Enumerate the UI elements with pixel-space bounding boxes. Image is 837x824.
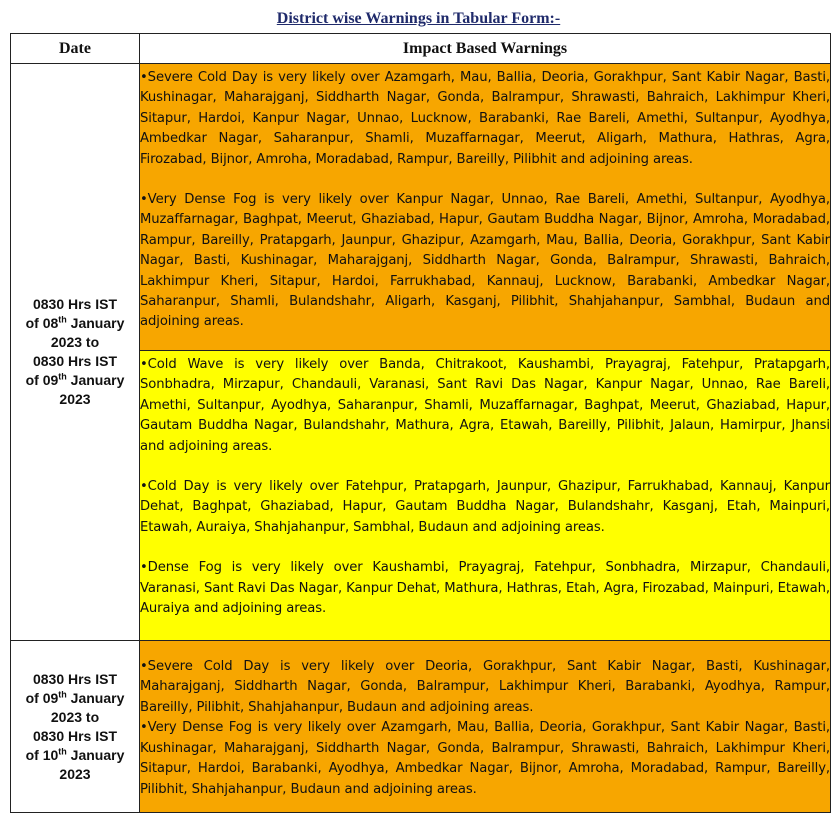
dense-fog-warning: •Dense Fog is very likely over Kaushambi, Prayagraj, Fatehpur, Sonbhadra, Mirzapur, Chandauli, Varanasi, Sant Ravi Das Nagar, Kanpur Dehat, Mathura, Hathras, Etah, Agra, Firozabad, Mainpuri, Etawah, Auraiya and adjoining areas. <box>140 560 830 617</box>
date-column-header: Date <box>11 34 140 64</box>
table-header-row <box>11 34 831 64</box>
cold-day-warning: •Cold Day is very likely over Fatehpur, Pratapgarh, Jaunpur, Ghazipur, Farrukhabad, Kannauj, Kanpur Dehat, Baghpat, Ghaziabad, Hapur, Gautam Buddha Nagar, Bulandshahr, Kasganj, Etah, Mainpuri, Etawah, Auraiya, Shahjahanpur, Sambhal, Budaun and adjoining areas. <box>140 479 830 535</box>
date-cell: 0830 Hrs IST of 09th January 2023 to 0830 Hrs IST of 10th January 2023 <box>11 641 140 813</box>
orange-warning-cell <box>140 64 831 351</box>
date-cell: 0830 Hrs IST of 08th January 2023 to 0830 Hrs IST of 09th January 2023 <box>11 64 140 641</box>
table-row <box>11 64 831 351</box>
table-row <box>11 641 831 813</box>
very-dense-fog-warning: •Very Dense Fog is very likely over Azamgarh, Mau, Ballia, Deoria, Gorakhpur, Sant Kabir Nagar, Basti, Kushinagar, Maharajganj, Siddharth Nagar, Gonda, Balrampur, Shrawasti, Bahraich, Lakhimpur Kheri, Sitapur, Hardoi, Barabanki, Ayodhya, Ambedkar Nagar, Bijnor, Amroha, Moradabad, Rampur, Bareilly, Pilibhit, Shahjahanpur, Budaun and adjoining areas. <box>140 720 830 797</box>
yellow-warning-cell <box>140 351 831 641</box>
orange-warning-cell <box>140 641 831 813</box>
page-title: District wise Warnings in Tabular Form:- <box>276 10 561 27</box>
very-dense-fog-warning: •Very Dense Fog is very likely over Kanpur Nagar, Unnao, Rae Bareli, Amethi, Sultanpur, Ayodhya, Muzaffarnagar, Baghpat, Meerut, Ghaziabad, Hapur, Gautam Buddha Nagar, Bijnor, Amroha, Moradabad, Rampur, Bareilly, Pratapgarh, Jaunpur, Ghazipur, Azamgarh, Mau, Ballia, Deoria, Gorakhpur, Sant Kabir Nagar, Basti, Kushinagar, Maharajganj, Siddharth Nagar, Gonda, Balrampur, Shrawasti, Bahraich, Lakhimpur Kheri, Sitapur, Hardoi, Farrukhabad, Kannauj, Lucknow, Barabanki, Ambedkar Nagar, Saharanpur, Shamli, Bulandshahr, Aligarh, Kasganj, Pilibhit, Shahjahanpur, Sambhal, Budaun and adjoining areas. <box>140 192 830 330</box>
severe-cold-day-warning: •Severe Cold Day is very likely over Azamgarh, Mau, Ballia, Deoria, Gorakhpur, Sant Kabir Nagar, Basti, Kushinagar, Maharajganj, Siddharth Nagar, Gonda, Balrampur, Shrawasti, Bahraich, Lakhimpur Kheri, Sitapur, Hardoi, Kanpur Nagar, Unnao, Lucknow, Barabanki, Rae Bareli, Amethi, Sultanpur, Ayodhya, Ambedkar Nagar, Saharanpur, Shamli, Muzaffarnagar, Meerut, Aligarh, Mathura, Hathras, Agra, Firozabad, Bijnor, Amroha, Moradabad, Rampur, Bareilly, Pilibhit and adjoining areas. <box>140 70 830 167</box>
warnings-table <box>10 33 831 813</box>
cold-wave-warning: •Cold Wave is very likely over Banda, Chitrakoot, Kaushambi, Prayagraj, Fatehpur, Pratapgarh, Sonbhadra, Mirzapur, Chandauli, Varanasi, Sant Ravi Das Nagar, Kanpur Nagar, Unnao, Rae Bareli, Amethi, Sultanpur, Ayodhya, Saharanpur, Shamli, Muzaffarnagar, Baghpat, Meerut, Ghaziabad, Hapur, Gautam Buddha Nagar, Bulandshahr, Mathura, Agra, Etawah, Bareilly, Pilibhit, Jalaun, Hamirpur, Jhansi and adjoining areas. <box>140 357 830 454</box>
warnings-column-header: Impact Based Warnings <box>140 34 831 64</box>
severe-cold-day-warning: •Severe Cold Day is very likely over Deoria, Gorakhpur, Sant Kabir Nagar, Basti, Kushinagar, Maharajganj, Siddharth Nagar, Gonda, Balrampur, Lakhimpur Kheri, Barabanki, Ayodhya, Rampur, Bareilly, Pilibhit, Shahjahanpur, Budaun and adjoining areas. <box>140 659 830 715</box>
